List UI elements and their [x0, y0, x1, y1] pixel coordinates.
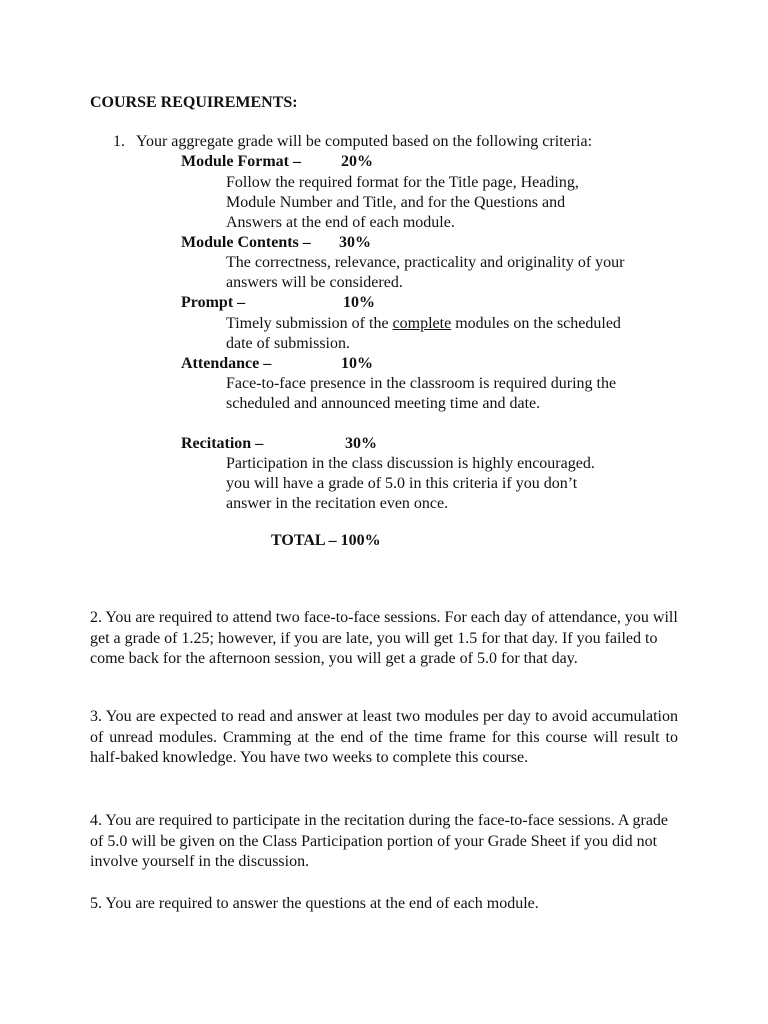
criterion-module-format-desc-line: Follow the required format for the Title page, Heading, [226, 174, 579, 191]
page-title: COURSE REQUIREMENTS: [90, 94, 298, 111]
criterion-prompt-desc-line: date of submission. [226, 335, 350, 352]
item-3-paragraph: 3. You are expected to read and answer at least two modules per day to avoid accumulation of unread modules. Cramming at the end of the time frame for this course will result to half-baked knowledge. You have two weeks to complete this course. [90, 708, 678, 766]
criterion-prompt-label: Prompt – [181, 294, 246, 311]
item-5-paragraph: 5. You are required to answer the questions at the end of each module. [90, 895, 539, 912]
item-2-paragraph: 2. You are required to attend two face-to-face sessions. For each day of attendance, you will get a grade of 1.25; however, if you are late, you will get 1.5 for that day. If you failed to come back for the afternoon session, you will get a grade of 5.0 for that day. [90, 609, 678, 667]
criterion-recitation-desc-line: Participation in the class discussion is highly encouraged. [226, 455, 595, 472]
prompt-text-underlined: complete [392, 315, 452, 332]
criterion-module-contents-label: Module Contents – [181, 234, 311, 251]
prompt-text-after: modules on the scheduled [451, 315, 621, 332]
item-4-paragraph: 4. You are required to participate in the recitation during the face-to-face sessions. A grade of 5.0 will be given on the Class Participation portion of your Grade Sheet if you did not involve yourself in the discussion. [90, 812, 669, 870]
criterion-module-contents-desc-line: answers will be considered. [226, 274, 403, 291]
criterion-module-contents-percent: 30% [339, 234, 371, 251]
criterion-module-contents-desc-line: The correctness, relevance, practicality and originality of your [226, 254, 625, 271]
criterion-module-format-desc-line: Answers at the end of each module. [226, 214, 455, 231]
total-line: TOTAL – 100% [271, 532, 381, 549]
criterion-recitation-desc-line: answer in the recitation even once. [226, 495, 449, 512]
criterion-module-format-percent: 20% [341, 153, 373, 170]
criterion-module-format-desc-line: Module Number and Title, and for the Questions and [226, 194, 566, 211]
criterion-attendance-label: Attendance – [181, 355, 272, 372]
item-1-number: 1. [113, 133, 125, 150]
prompt-text-before: Timely submission of the [226, 315, 393, 332]
criterion-attendance-desc-line: scheduled and announced meeting time and date. [226, 395, 541, 412]
criterion-prompt-percent: 10% [343, 294, 375, 311]
criterion-attendance-percent: 10% [341, 355, 373, 372]
item-1-intro: Your aggregate grade will be computed based on the following criteria: [136, 133, 593, 150]
criterion-prompt-desc-line [226, 314, 621, 334]
criterion-recitation-percent: 30% [345, 435, 377, 452]
criterion-module-format-label: Module Format – [181, 153, 301, 170]
criterion-recitation-label: Recitation – [181, 435, 264, 452]
criterion-recitation-desc-line: you will have a grade of 5.0 in this criteria if you don’t [226, 475, 578, 492]
criterion-attendance-desc-line: Face-to-face presence in the classroom is required during the [226, 375, 617, 392]
